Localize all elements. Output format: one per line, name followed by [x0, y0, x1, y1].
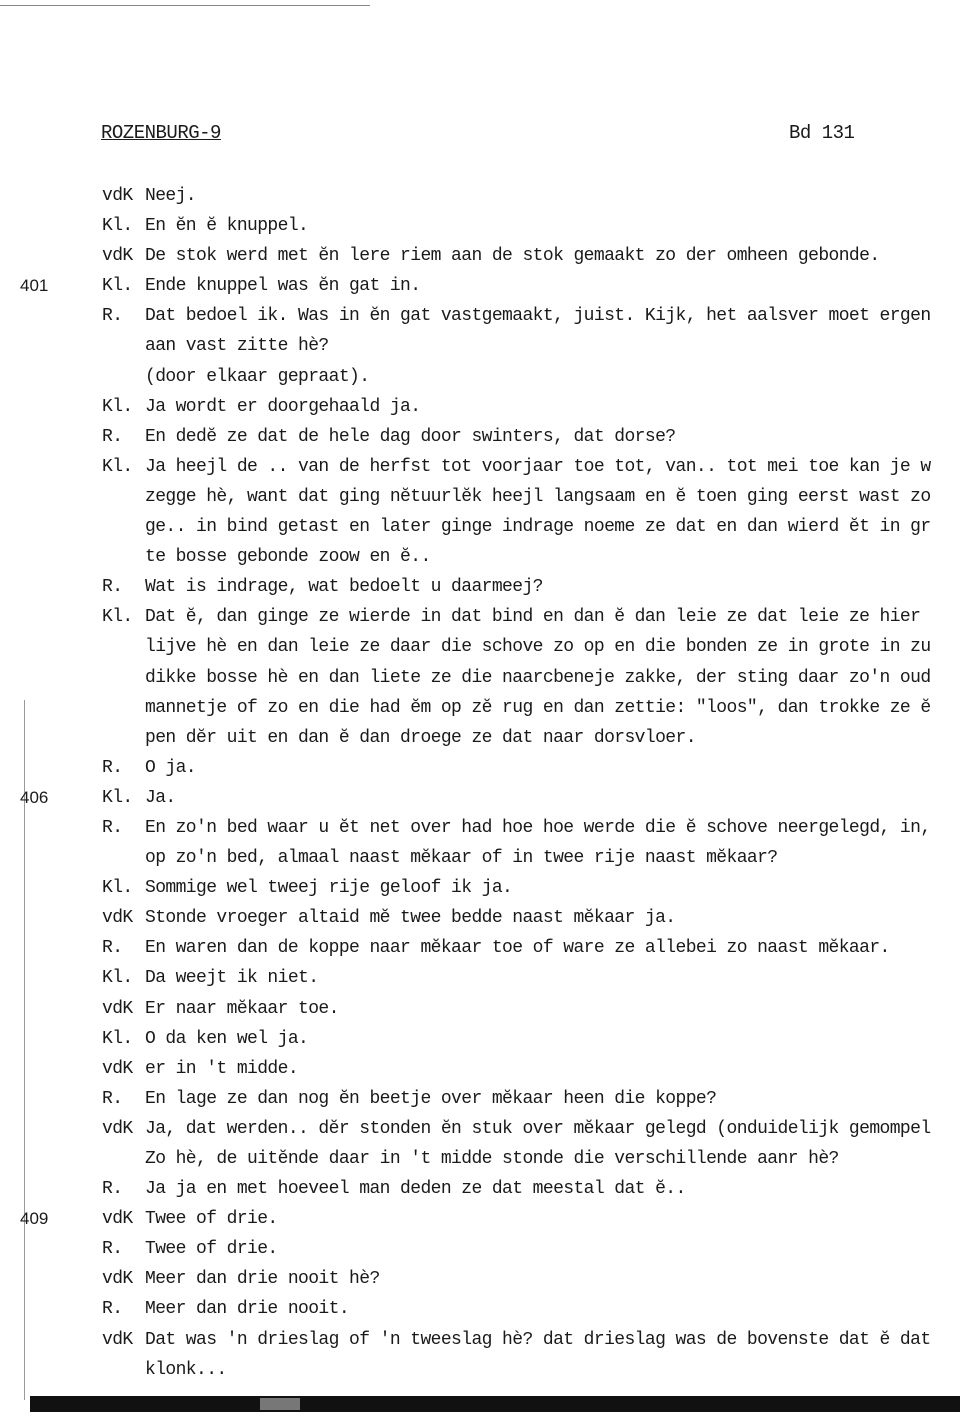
transcript-line — [0, 933, 960, 963]
speaker-label: vdK — [102, 1269, 133, 1290]
transcript-line — [0, 331, 960, 361]
utterance-text: Dat bedoel ik. Was in ĕn gat vastgemaakt, juist. Kijk, het aalsver moet ergen — [145, 306, 931, 327]
utterance-text: En dedĕ ze dat de hele dag door swinters, dat dorse? — [145, 426, 676, 447]
utterance-text: En lage ze dan nog ĕn beetje over mĕkaar heen die koppe? — [145, 1088, 717, 1109]
utterance-text: Meer dan drie nooit. — [145, 1299, 350, 1320]
utterance-text: zegge hè, want dat ging nĕtuurlĕk heejl langsaam en ĕ toen ging eerst wast zo — [145, 486, 931, 507]
utterance-text: Zo hè, de uitĕnde daar in 't midde stonde die verschillende aanr hè? — [145, 1149, 839, 1169]
transcript-line — [0, 392, 960, 422]
transcript-line — [0, 181, 960, 211]
speaker-label: R. — [102, 577, 123, 598]
transcript-line — [0, 1114, 960, 1144]
transcript-line — [0, 753, 960, 783]
speaker-label: R. — [102, 1239, 123, 1260]
transcript-line — [0, 663, 960, 693]
speaker-label: R. — [102, 1179, 123, 1200]
transcript-line — [0, 422, 960, 452]
speaker-label: vdK — [102, 1209, 133, 1230]
utterance-text: te bosse gebonde zoow en ĕ.. — [145, 547, 431, 568]
transcript-line — [0, 1084, 960, 1114]
transcript-line — [0, 1144, 960, 1174]
transcript-line — [0, 1294, 960, 1324]
utterance-text: ge.. in bind getast en later ginge indrage noeme ze dat en dan wierd ĕt in gr — [145, 517, 931, 538]
speaker-label: Kl. — [102, 276, 133, 297]
speaker-label: vdK — [102, 186, 133, 206]
bottom-scan-edge — [30, 1396, 960, 1412]
utterance-text: (door elkaar gepraat). — [145, 366, 370, 387]
transcript-line — [0, 994, 960, 1024]
utterance-text: Da weejt ik niet. — [145, 968, 319, 989]
transcript-line — [0, 241, 960, 271]
utterance-text: De stok werd met ĕn lere riem aan de stok gemaakt zo der omheen gebonde. — [145, 246, 880, 267]
transcript-line — [0, 873, 960, 903]
utterance-text: dikke bosse hè en dan liete ze die naarcbeneje zakke, der sting daar zo'n oud — [145, 667, 931, 688]
speaker-label: Kl. — [102, 396, 133, 417]
speaker-label: vdK — [102, 246, 133, 267]
utterance-text: er in 't midde. — [145, 1058, 299, 1079]
document-location-header: ROZENBURG-9 — [101, 122, 221, 144]
transcript-line — [0, 843, 960, 873]
transcript-line — [0, 602, 960, 632]
line-number: 409 — [20, 1209, 49, 1229]
transcript-line — [0, 271, 960, 301]
speaker-label: vdK — [102, 1058, 133, 1079]
transcript-line — [0, 211, 960, 241]
speaker-label: Kl. — [102, 607, 133, 628]
page-number: Bd 131 — [789, 122, 855, 144]
top-rule — [0, 5, 370, 6]
transcript-line — [0, 1264, 960, 1294]
utterance-text: Sommige wel tweej rije geloof ik ja. — [145, 878, 513, 899]
transcript-line — [0, 1325, 960, 1355]
utterance-text: Twee of drie. — [145, 1239, 278, 1260]
speaker-label: Kl. — [102, 878, 133, 899]
speaker-label: R. — [102, 1088, 123, 1109]
utterance-text: Ja wordt er doorgehaald ja. — [145, 396, 421, 417]
utterance-text: aan vast zitte hè? — [145, 336, 329, 357]
utterance-text: Wat is indrage, wat bedoelt u daarmeej? — [145, 577, 543, 598]
speaker-label: Kl. — [102, 456, 133, 477]
utterance-text: Er naar mĕkaar toe. — [145, 998, 339, 1019]
transcript-line — [0, 301, 960, 331]
transcript-line — [0, 783, 960, 813]
speaker-label: R. — [102, 757, 123, 778]
utterance-text: op zo'n bed, almaal naast mĕkaar of in twee rije naast mĕkaar? — [145, 848, 778, 869]
utterance-text: En waren dan de koppe naar mĕkaar toe of ware ze allebei zo naast mĕkaar. — [145, 938, 890, 959]
utterance-text: mannetje of zo en die had ĕm op zĕ rug en dan zettie: "loos", dan trokke ze ĕ — [145, 697, 931, 718]
speaker-label: vdK — [102, 998, 133, 1019]
transcript-line — [0, 813, 960, 843]
utterance-text: Ja. — [145, 787, 176, 808]
transcript-line — [0, 1234, 960, 1264]
transcript-line — [0, 1174, 960, 1204]
utterance-text: En zo'n bed waar u ĕt net over had hoe hoe werde die ĕ schove neergelegd, in, — [145, 817, 931, 838]
utterance-text: klonk... — [145, 1359, 227, 1380]
speaker-label: vdK — [102, 1118, 133, 1139]
transcript-line — [0, 632, 960, 662]
speaker-label: Kl. — [102, 216, 133, 237]
line-number: 406 — [20, 787, 49, 807]
transcript-line — [0, 1024, 960, 1054]
transcript-line — [0, 1054, 960, 1084]
transcript-line — [0, 452, 960, 482]
transcript — [0, 181, 960, 1385]
transcript-line — [0, 693, 960, 723]
utterance-text: Ende knuppel was ĕn gat in. — [145, 276, 421, 297]
speaker-label: R. — [102, 426, 123, 447]
line-number: 401 — [20, 276, 49, 296]
transcript-line — [0, 1355, 960, 1385]
transcript-line — [0, 903, 960, 933]
speaker-label: R. — [102, 1299, 123, 1320]
speaker-label: R. — [102, 938, 123, 959]
transcript-line — [0, 362, 960, 392]
utterance-text: Meer dan drie nooit hè? — [145, 1269, 380, 1290]
speaker-label: Kl. — [102, 1028, 133, 1049]
utterance-text: Neej. — [145, 186, 197, 206]
transcript-line — [0, 482, 960, 512]
speaker-label: vdK — [102, 908, 133, 929]
utterance-text: Dat was 'n drieslag of 'n tweeslag hè? dat drieslag was de bovenste dat ĕ dat — [145, 1329, 931, 1350]
transcript-line — [0, 512, 960, 542]
utterance-text: Dat ĕ, dan ginge ze wierde in dat bind en dan ĕ dan leie ze dat leie ze hier — [145, 607, 921, 628]
transcript-line — [0, 723, 960, 753]
transcript-line — [0, 1204, 960, 1234]
transcript-line — [0, 963, 960, 993]
utterance-text: Twee of drie. — [145, 1209, 278, 1230]
transcript-line — [0, 542, 960, 572]
transcript-line — [0, 572, 960, 602]
speaker-label: vdK — [102, 1329, 133, 1350]
speaker-label: R. — [102, 817, 123, 838]
utterance-text: Ja heejl de .. van de herfst tot voorjaar toe tot, van.. tot mei toe kan je w — [145, 456, 931, 477]
utterance-text: O ja. — [145, 757, 197, 778]
utterance-text: Stonde vroeger altaid mĕ twee bedde naast mĕkaar ja. — [145, 908, 676, 929]
utterance-text: Ja ja en met hoeveel man deden ze dat meestal dat ĕ.. — [145, 1179, 686, 1200]
utterance-text: Ja, dat werden.. dĕr stonden ĕn stuk over mĕkaar gelegd (onduidelijk gemompel — [145, 1118, 931, 1139]
utterance-text: lijve hè en dan leie ze daar die schove zo op en die bonden ze in grote in zu — [145, 637, 931, 658]
utterance-text: O da ken wel ja. — [145, 1028, 309, 1049]
utterance-text: En ĕn ĕ knuppel. — [145, 216, 309, 237]
speaker-label: Kl. — [102, 968, 133, 989]
speaker-label: R. — [102, 306, 123, 327]
speaker-label: Kl. — [102, 787, 133, 808]
utterance-text: pen dĕr uit en dan ĕ dan droege ze dat naar dorsvloer. — [145, 727, 696, 748]
